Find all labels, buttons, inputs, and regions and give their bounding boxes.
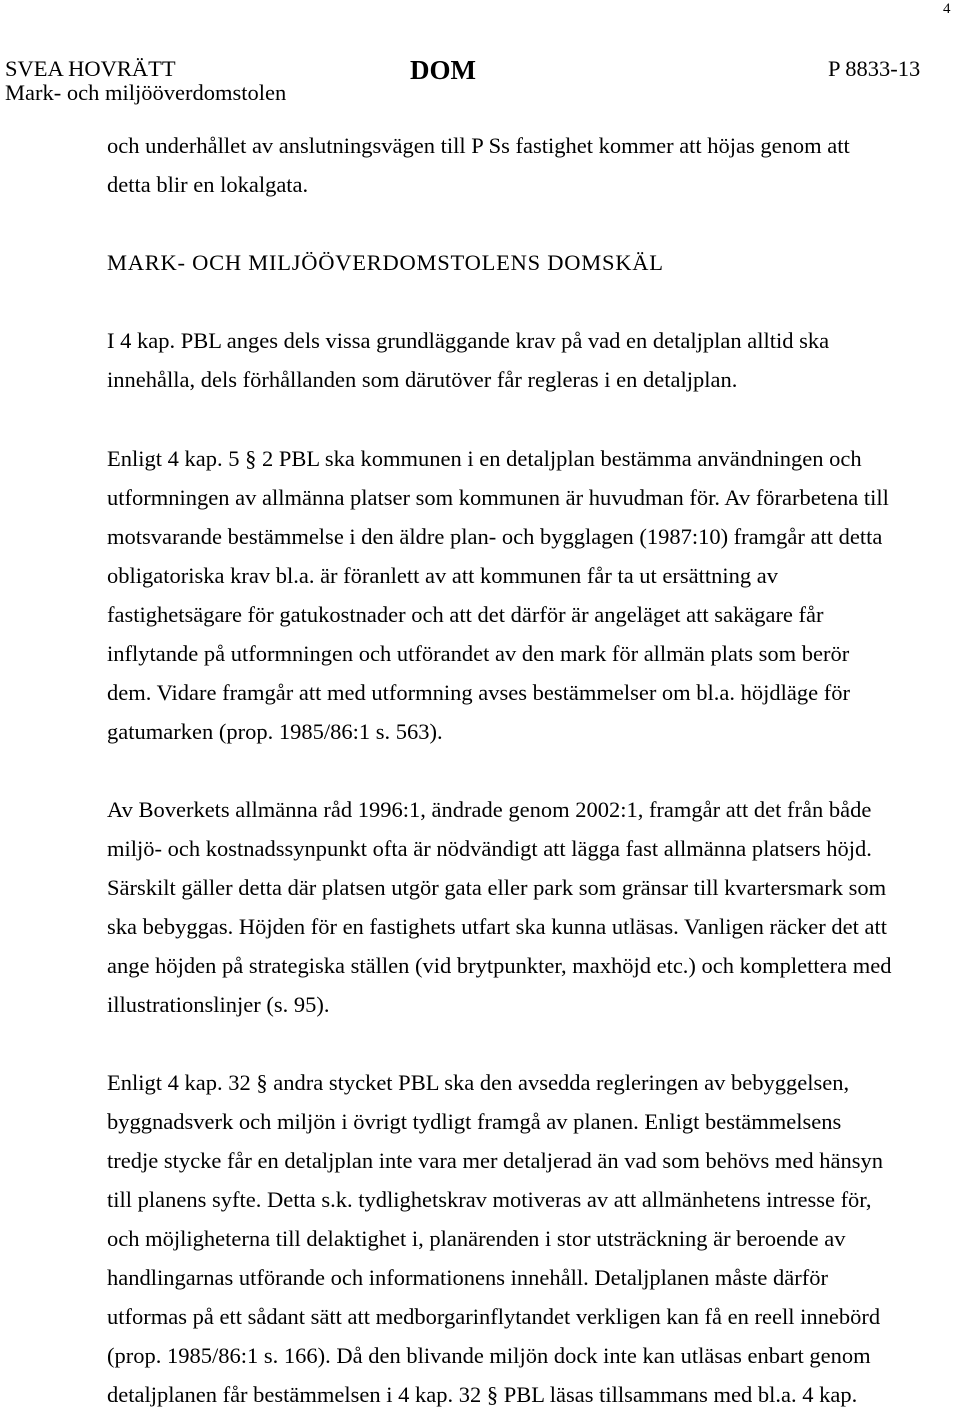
- body-text-line: obligatoriska krav bl.a. är föranlett av att kommunen får ta ut ersättning av: [107, 563, 779, 588]
- body-text-line: Av Boverkets allmänna råd 1996:1, ändrade genom 2002:1, framgår att det från både: [107, 797, 872, 822]
- body-text-line: Enligt 4 kap. 5 § 2 PBL ska kommunen i en detaljplan bestämma användningen och: [107, 446, 862, 471]
- page-number: 4: [943, 1, 951, 17]
- body-text-line: utformas på ett sådant sätt att medborgarinflytandet verkligen kan få en reell innebörd: [107, 1304, 881, 1329]
- paragraph-continuation: [107, 133, 850, 198]
- body-text-line: detta blir en lokalgata.: [107, 172, 309, 197]
- body-text-line: motsvarande bestämmelse i den äldre plan- och bygglagen (1987:10) framgår att detta: [107, 524, 883, 549]
- body-text-line: miljö- och kostnadssynpunkt ofta är nödvändigt att lägga fast allmänna platsers höjd.: [107, 836, 872, 861]
- paragraph: [107, 446, 889, 745]
- body-text-line: dem. Vidare framgår att med utformning avses bestämmelser om bl.a. höjdläge för: [107, 680, 851, 705]
- body-text-line: ska bebyggas. Höjden för en fastighets utfart ska kunna utläsas. Vanligen räcker det att: [107, 914, 887, 939]
- body-text-line: I 4 kap. PBL anges dels vissa grundläggande krav på vad en detaljplan alltid ska: [107, 328, 830, 353]
- body-text-line: Särskilt gäller detta där platsen utgör gata eller park som gränsar till kvartersmark som: [107, 875, 887, 900]
- paragraph: [107, 797, 891, 1018]
- court-division: Mark- och miljööverdomstolen: [5, 80, 287, 105]
- paragraph: [107, 1070, 883, 1408]
- court-name: SVEA HOVRÄTT: [5, 56, 176, 81]
- body-text-line: och underhållet av anslutningsvägen till P Ss fastighet kommer att höjas genom att: [107, 133, 850, 158]
- body-text-line: fastighetsägare för gatukostnader och att det därför är angeläget att sakägare får: [107, 602, 824, 627]
- body-text-line: Enligt 4 kap. 32 § andra stycket PBL ska den avsedda regleringen av bebyggelsen,: [107, 1070, 850, 1095]
- body-text-line: (prop. 1985/86:1 s. 166). Då den blivande miljön dock inte kan utläsas enbart genom: [107, 1343, 871, 1368]
- body-text-line: innehålla, dels förhållanden som därutöver får regleras i en detaljplan.: [107, 367, 738, 392]
- section-heading: MARK- OCH MILJÖÖVERDOMSTOLENS DOMSKÄL: [107, 250, 664, 275]
- body-text-line: tredje stycke får en detaljplan inte vara mer detaljerad än vad som behövs med hänsyn: [107, 1148, 883, 1173]
- body-text-line: byggnadsverk och miljön i övrigt tydligt framgå av planen. Enligt bestämmelsens: [107, 1109, 842, 1134]
- body-text-line: detaljplanen får bestämmelsen i 4 kap. 32 § PBL läsas tillsammans med bl.a. 4 kap.: [107, 1382, 858, 1407]
- document-type: DOM: [410, 55, 476, 85]
- body-text-line: ange höjden på strategiska ställen (vid brytpunkter, maxhöjd etc.) och komplettera med: [107, 953, 892, 978]
- case-number: P 8833-13: [828, 56, 921, 81]
- body-text-line: handlingarnas utförande och informationens innehåll. Detaljplanen måste därför: [107, 1265, 828, 1290]
- body-text-line: och möjligheterna till delaktighet i, planärenden i stor utsträckning är beroende av: [107, 1226, 846, 1251]
- body-text-line: utformningen av allmänna platser som kommunen är huvudman för. Av förarbetena till: [107, 485, 889, 510]
- body-text-line: till planens syfte. Detta s.k. tydlighetskrav motiveras av att allmänhetens intresse för,: [107, 1187, 872, 1212]
- body-text-line: inflytande på utformningen och utförandet av den mark för allmän plats som berör: [107, 641, 850, 666]
- paragraph: [107, 328, 829, 393]
- body-text-line: gatumarken (prop. 1985/86:1 s. 563).: [107, 719, 443, 744]
- body-text-line: illustrationslinjer (s. 95).: [107, 992, 330, 1017]
